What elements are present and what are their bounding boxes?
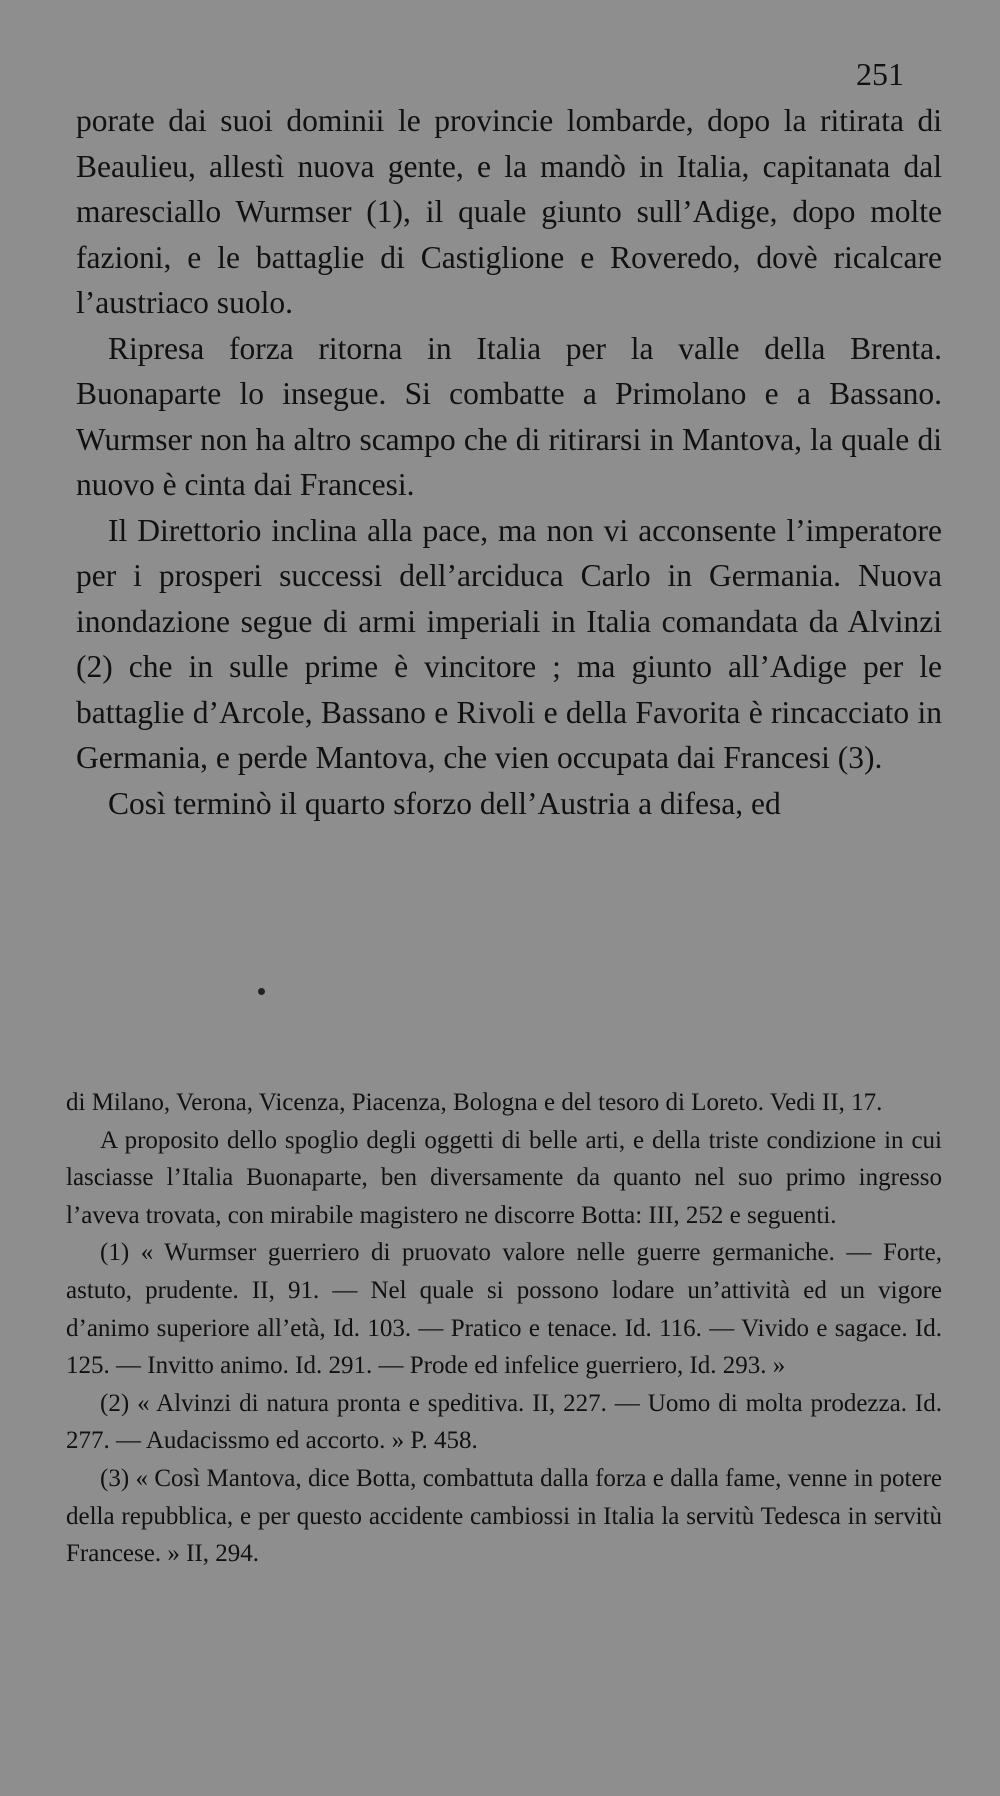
main-paragraph: Il Direttorio inclina alla pace, ma non vi acconsente l’imperatore per i prosperi successi dell’arciduca Carlo in Germania. Nuova inondazione segue di armi imperiali in Italia comandata da Alvinzi (2) che in sulle prime è vincitore ; ma giunto all’Adige per le battaglie d’Arcole, Bassano e Rivoli e della Favorita è rincacciato in Germania, e perde Mantova, che vien occupata dai Francesi (3).: [76, 512, 942, 775]
main-paragraph: Così terminò il quarto sforzo dell’Austria a difesa, ed: [108, 785, 781, 821]
main-paragraph: Ripresa forza ritorna in Italia per la valle della Brenta. Buonaparte lo insegue. Si combatte a Primolano e a Bassano. Wurmser non ha altro scampo che di ritirarsi in Mantova, la quale di nuovo è cinta dai Francesi.: [76, 330, 942, 502]
footnotes: [66, 1084, 942, 1573]
ink-speck: [258, 988, 265, 995]
footnote: (3) « Così Mantova, dice Botta, combattuta dalla forza e dalla fame, venne in potere della repubblica, e per questo accidente cambiossi in Italia la servitù Tedesca in servitù Francese. » II, 294.: [66, 1464, 942, 1568]
main-text: [76, 98, 942, 826]
footnote: (1) « Wurmser guerriero di pruovato valore nelle guerre germaniche. — Forte, astuto, prudente. II, 91. — Nel quale si possono lodare un’attività ed un vigore d’animo superiore all’età, Id. 103. — Pratico e tenace. Id. 116. — Vivido e sagace. Id. 125. — Invitto animo. Id. 291. — Prode ed infelice guerriero, Id. 293. »: [66, 1239, 942, 1380]
footnote: (2) « Alvinzi di natura pronta e speditiva. II, 227. — Uomo di molta prodezza. Id. 277. — Audacissmo ed accorto. » P. 458.: [66, 1389, 942, 1455]
main-paragraph: porate dai suoi dominii le provincie lombarde, dopo la ritirata di Beaulieu, allestì nuova gente, e la mandò in Italia, capitanata dal maresciallo Wurmser (1), il quale giunto sull’Adige, dopo molte fazioni, e le battaglie di Castiglione e Roveredo, dovè ricalcare l’austriaco suolo.: [76, 103, 942, 320]
page-number: 251: [856, 56, 904, 92]
footnote: di Milano, Verona, Vicenza, Piacenza, Bologna e del tesoro di Loreto. Vedi II, 17.: [66, 1089, 883, 1116]
footnote: A proposito dello spoglio degli oggetti di belle arti, e della triste condizione in cui lasciasse l’Italia Buonaparte, ben diversamente da quanto nel suo primo ingresso l’aveva trovata, con mirabile magistero ne discorre Botta: III, 252 e seguenti.: [66, 1126, 942, 1229]
